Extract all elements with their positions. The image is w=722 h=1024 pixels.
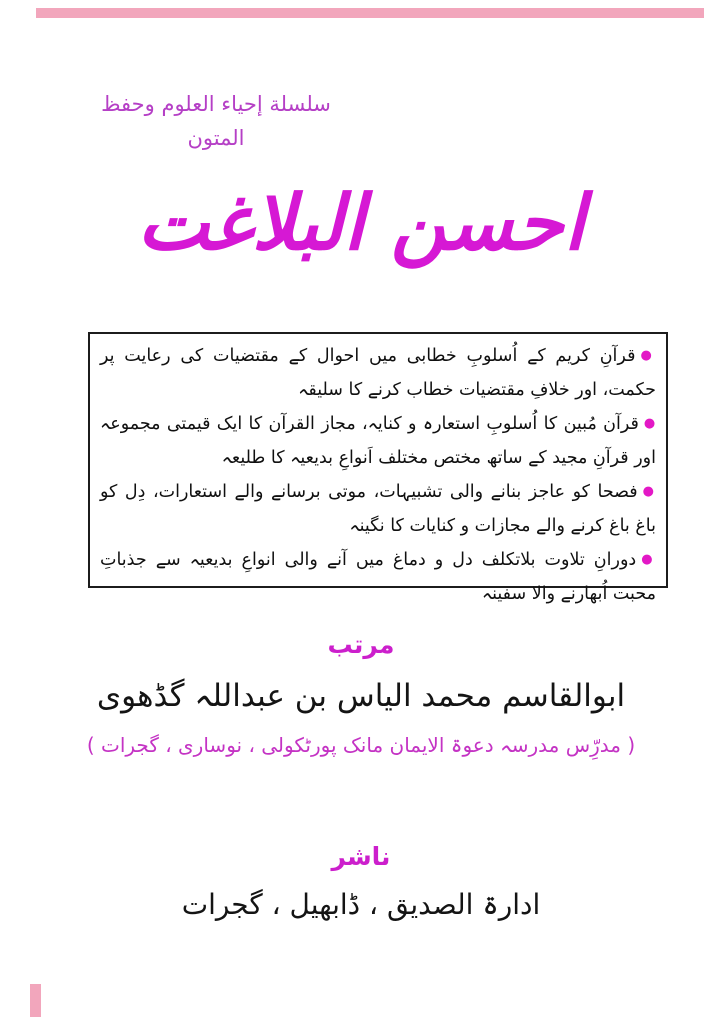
publisher-name: ادارۃ الصدیق ، ڈابھیل ، گجرات [181,888,541,921]
feature-item-text: قرآنِ کریم کے اُسلوبِ خطابی میں احوال کے مقتضیات کی رعایت پر حکمت، اور خلافِ مقتضیات خطاب کرنے کا سلیقہ [100,346,656,400]
corner-accent-mark [30,984,41,1017]
features-box [88,332,668,604]
series-title: سلسلة إحياء العلوم وحفظ المتون [101,92,331,150]
bullet-icon: ● [640,348,657,363]
feature-item-text: دورانِ تلاوت بلاتکلف دل و دماغ میں آنے والی انواعِ بدیعیہ سے جذباتِ محبت اُبھارنے والا سفینہ [100,550,656,604]
bullet-icon: ● [641,552,657,567]
feature-item-text: قرآن مُبین کا اُسلوبِ استعارہ و کنایہ، مجاز القرآن کا ایک قیمتی مجموعہ اور قرآنِ مجید کے ساتھ مختص مختلف اَنواعِ بدیعیہ کا طلیعہ [100,414,656,468]
feature-item [100,475,656,543]
feature-item-text: فصحا کو عاجز بنانے والی تشبیہات، موتی برسانے والے استعارات، دِل کو باغ باغ کرنے والے مجازات و کنایات کا نگینہ [100,482,656,536]
compiler-name: ابوالقاسم محمد الیاس بن عبداللہ گڈھوی [96,678,626,714]
feature-item [100,407,656,475]
top-accent-bar [36,8,704,18]
feature-item [100,543,656,611]
bullet-icon: ● [643,416,657,431]
book-title: احسن البلاغت [137,178,585,267]
feature-item [100,339,656,407]
publisher-heading: ناشر [331,842,391,871]
bullet-icon: ● [642,484,656,499]
compiler-affiliation: ( مدرِّس مدرسہ دعوۃ الایمان مانک پورٹکولی ، نوساری ، گجرات ) [86,733,636,757]
compiler-heading: مرتب [327,630,395,659]
